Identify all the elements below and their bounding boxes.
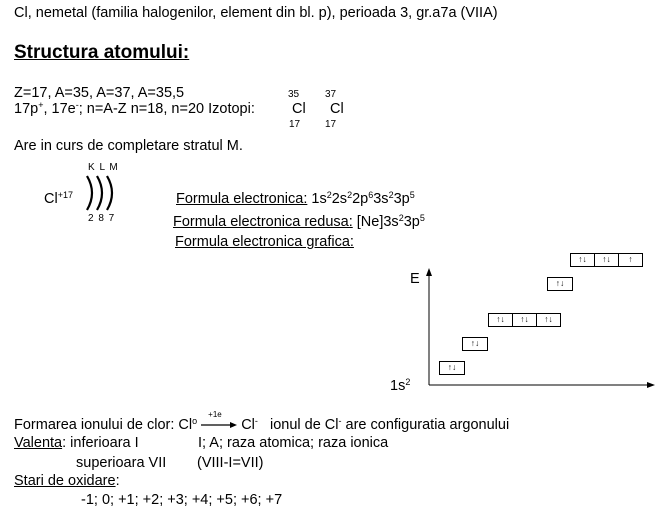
oxidation-values: -1; 0; +1; +2; +3; +4; +5; +6; +7 — [81, 492, 283, 508]
isotope-2-symbol: Cl — [330, 101, 344, 117]
orbital-cell: ↑↓ — [595, 254, 619, 266]
orbital-cell: ↑↓ — [470, 338, 480, 348]
ion-formation: Formarea ionului de clor: Cl$^o$ +1e Cl- ionul de Cl- are configuratia argonului — [14, 410, 510, 433]
valenta-inf-text: I; A; raza atomica; raza ionica — [198, 435, 389, 451]
origin-label: $1s^2$ — [390, 377, 411, 394]
orbital-3p — [570, 253, 643, 267]
oxidation-label: Stari de oxidare: — [14, 473, 120, 489]
orbital-cell: ↑↓ — [571, 254, 595, 266]
shell-labels-bottom: 2 8 7 — [88, 213, 116, 224]
formula-redusa: Formula electronica redusa: $[Ne]3s^23p^5$ — [173, 213, 425, 230]
orbital-1s — [439, 361, 465, 375]
orbital-2s — [462, 337, 488, 351]
structure-title: Structura atomului: — [14, 42, 190, 63]
orbital-cell: ↑↓ — [544, 314, 553, 324]
shell-symbol: $Cl^{+17}$ — [44, 190, 73, 207]
header-text: Cl, nemetal (familia halogenilor, element din bl. p), perioada 3, gr.a7a (VIIA) — [14, 5, 498, 21]
reaction-arrow-icon: +1e — [201, 420, 237, 430]
orbital-cell: ↑↓ — [447, 362, 457, 372]
formula-electronica: Formula electronica: $1s^22s^22p^63s^23p^5$ — [176, 190, 415, 207]
formula-grafica-label: Formula electronica grafica: — [175, 234, 354, 250]
valenta-line: Valenta: inferioara I — [14, 435, 139, 451]
valenta-superioara: superioara VII — [76, 455, 167, 471]
orbital-3s — [547, 277, 573, 291]
isotope-1-mass: 35 — [288, 89, 300, 100]
orbital-2p — [488, 313, 561, 327]
energy-axis-label: E — [410, 271, 420, 287]
isotope-1-symbol: Cl — [292, 101, 306, 117]
electron-shells-icon — [84, 174, 120, 212]
orbital-cell: ↑ — [628, 254, 633, 264]
isotope-2-mass: 37 — [325, 89, 337, 100]
layer-note: Are in curs de completare stratul M. — [14, 138, 243, 154]
particles-line: 17p+, 17e-; n=A-Z n=18, n=20 Izotopi: — [14, 100, 255, 117]
orbital-cell: ↑↓ — [555, 278, 565, 288]
atomic-numbers: Z=17, A=35, A=37, A=35,5 — [14, 85, 185, 101]
valenta-sup-text: (VIII-I=VII) — [197, 455, 264, 471]
isotope-1-z: 17 — [289, 119, 301, 130]
orbital-cell: ↑↓ — [489, 314, 513, 326]
isotope-2-z: 17 — [325, 119, 337, 130]
shell-labels-top: K L M — [88, 162, 119, 173]
orbital-cell: ↑↓ — [513, 314, 537, 326]
